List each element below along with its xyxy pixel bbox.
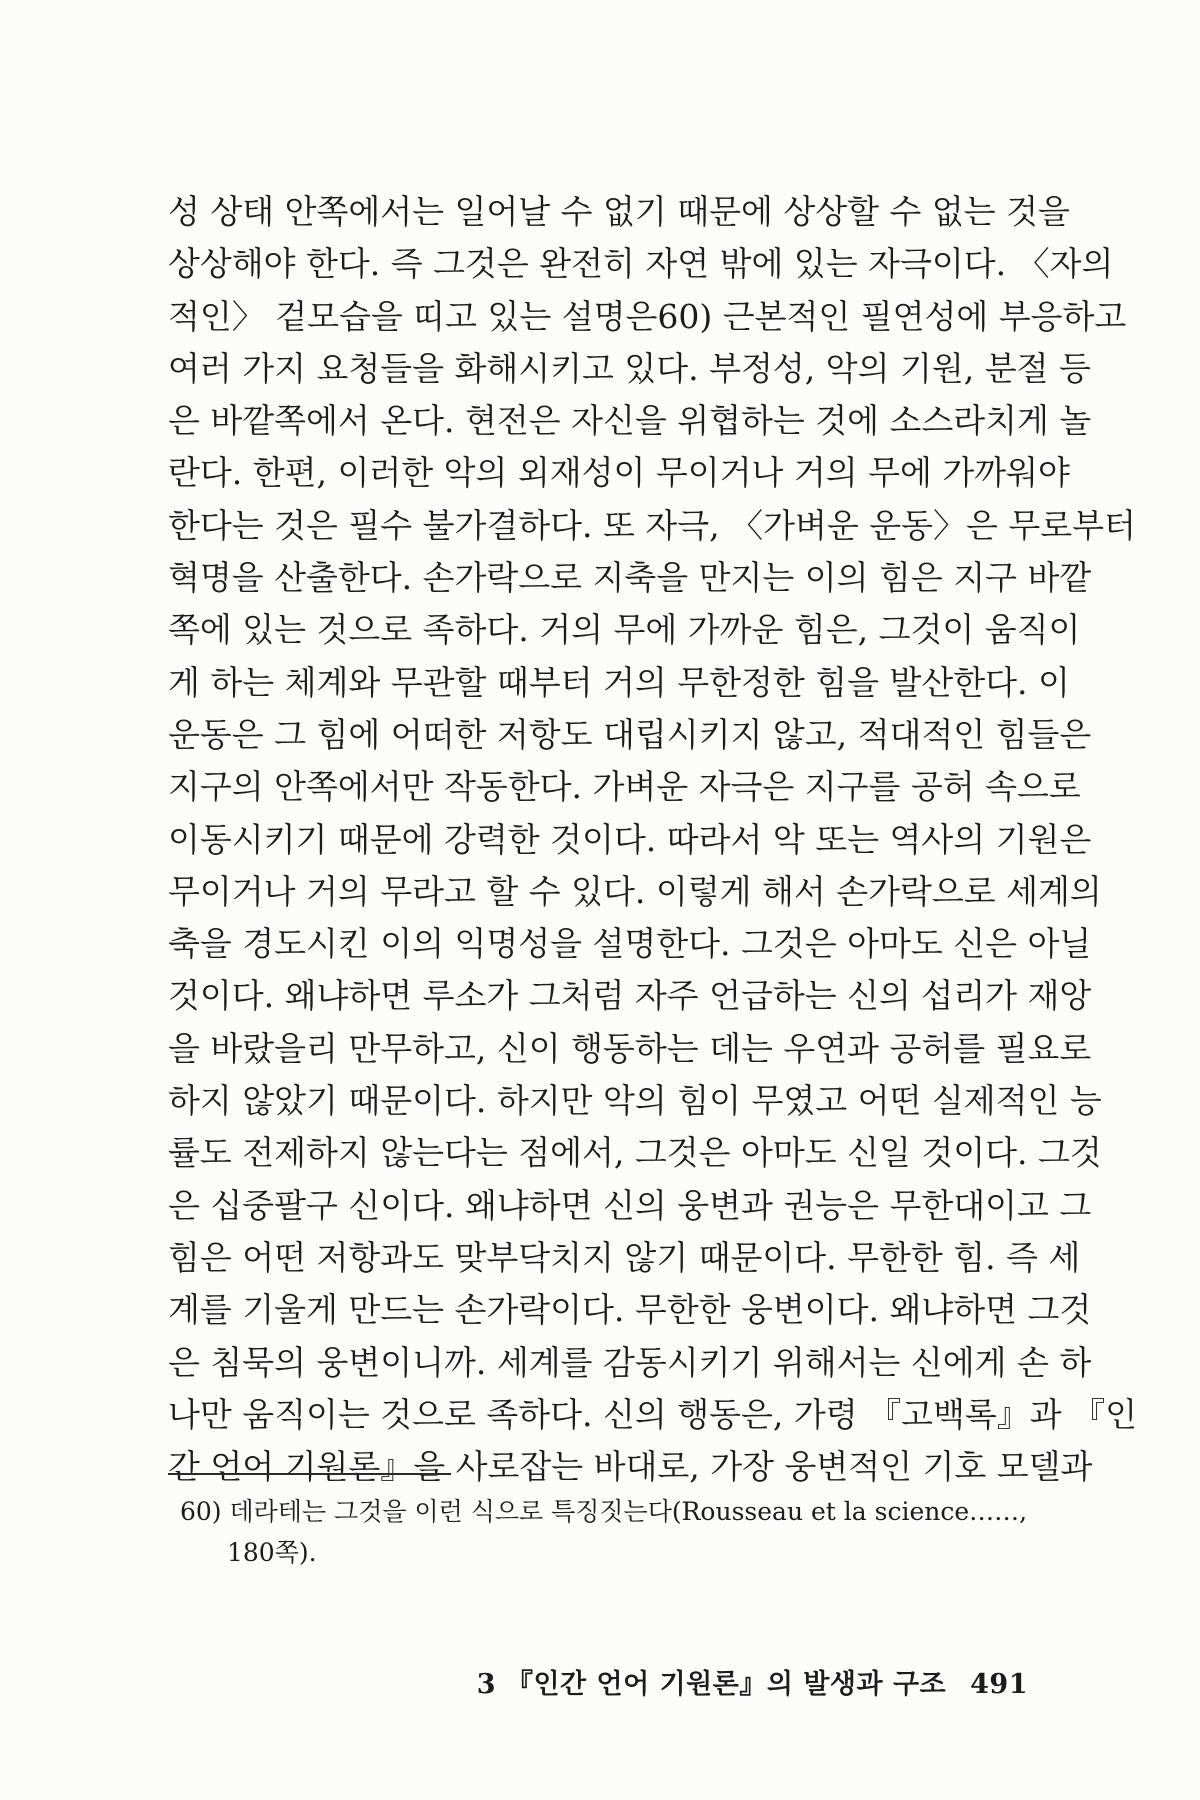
- body-line: 은 바깥쪽에서 온다. 현전은 자신을 위협하는 것에 소스라치게 놀: [168, 401, 1092, 441]
- footnote-divider: [168, 1473, 451, 1475]
- body-line: 은 침묵의 웅변이니까. 세계를 감동시키기 위해서는 신에게 손 하: [168, 1342, 1092, 1382]
- running-title: 3 『인간 언어 기원론』의 발생과 구조: [476, 1669, 947, 1700]
- body-line: 상상해야 한다. 즉 그것은 완전히 자연 밖에 있는 자극이다. 〈자의: [168, 244, 1114, 284]
- footnote-60: [180, 1491, 1030, 1573]
- body-line: 성 상태 안쪽에서는 일어날 수 없기 때문에 상상할 수 없는 것을: [168, 192, 1070, 231]
- body-line: 힘은 어떤 저항과도 맞부닥치지 않기 때문이다. 무한한 힘. 즉 세: [168, 1237, 1081, 1277]
- footnote-line: 180쪽).: [227, 1538, 317, 1567]
- body-line: 계를 기울게 만드는 손가락이다. 무한한 웅변이다. 왜냐하면 그것: [168, 1290, 1092, 1330]
- body-line: 적인〉 겉모습을 띠고 있는 설명은60) 근본적인 필연성에 부응하고: [168, 296, 1127, 336]
- body-line: 게 하는 체계와 무관할 때부터 거의 무한정한 힘을 발산한다. 이: [168, 662, 1070, 702]
- body-line: 혁명을 산출한다. 손가락으로 지축을 만지는 이의 힘은 지구 바깥: [168, 558, 1092, 598]
- body-line: 은 십중팔구 신이다. 왜냐하면 신의 웅변과 권능은 무한대이고 그: [168, 1185, 1092, 1225]
- body-line: 나만 움직이는 것으로 족하다. 신의 행동은, 가령 『고백록』과 『인: [168, 1394, 1137, 1434]
- body-line: 란다. 한편, 이러한 악의 외재성이 무이거나 거의 무에 가까워야: [168, 453, 1070, 493]
- body-line: 여러 가지 요청들을 화해시키고 있다. 부정성, 악의 기원, 분절 등: [168, 348, 1091, 388]
- body-text: [168, 186, 1137, 1493]
- body-line: 것이다. 왜냐하면 루소가 그처럼 자주 언급하는 신의 섭리가 재앙: [168, 976, 1092, 1016]
- body-line: 률도 전제하지 않는다는 점에서, 그것은 아마도 신일 것이다. 그것: [168, 1133, 1102, 1173]
- body-line: 쪽에 있는 것으로 족하다. 거의 무에 가까운 힘은, 그것이 움직이: [168, 610, 1081, 650]
- body-line: 무이거나 거의 무라고 할 수 있다. 이렇게 해서 손가락으로 세계의: [168, 871, 1102, 911]
- body-line: 운동은 그 힘에 어떠한 저항도 대립시키지 않고, 적대적인 힘들은: [168, 714, 1092, 754]
- body-line: 간 언어 기원론』을 사로잡는 바대로, 가장 웅변적인 기호 모델과: [168, 1447, 1093, 1487]
- body-line: 한다는 것은 필수 불가결하다. 또 자극, 〈가벼운 운동〉은 무로부터: [168, 505, 1136, 545]
- body-line: 하지 않았기 때문이다. 하지만 악의 힘이 무였고 어떤 실제적인 능: [168, 1081, 1102, 1121]
- body-line: 이동시키기 때문에 강력한 것이다. 따라서 악 또는 역사의 기원은: [168, 819, 1092, 859]
- running-footer: [477, 1662, 1028, 1701]
- page-number: 491: [970, 1669, 1028, 1700]
- body-line: 축을 경도시킨 이의 익명성을 설명한다. 그것은 아마도 신은 아닐: [168, 924, 1092, 964]
- footnote-line: 60) 데라테는 그것을 이런 식으로 특징짓는다(Rousseau et la science……,: [180, 1497, 1028, 1526]
- body-line: 지구의 안쪽에서만 작동한다. 가벼운 자극은 지구를 공허 속으로: [168, 767, 1081, 807]
- body-line: 을 바랐을리 만무하고, 신이 행동하는 데는 우연과 공허를 필요로: [168, 1028, 1092, 1068]
